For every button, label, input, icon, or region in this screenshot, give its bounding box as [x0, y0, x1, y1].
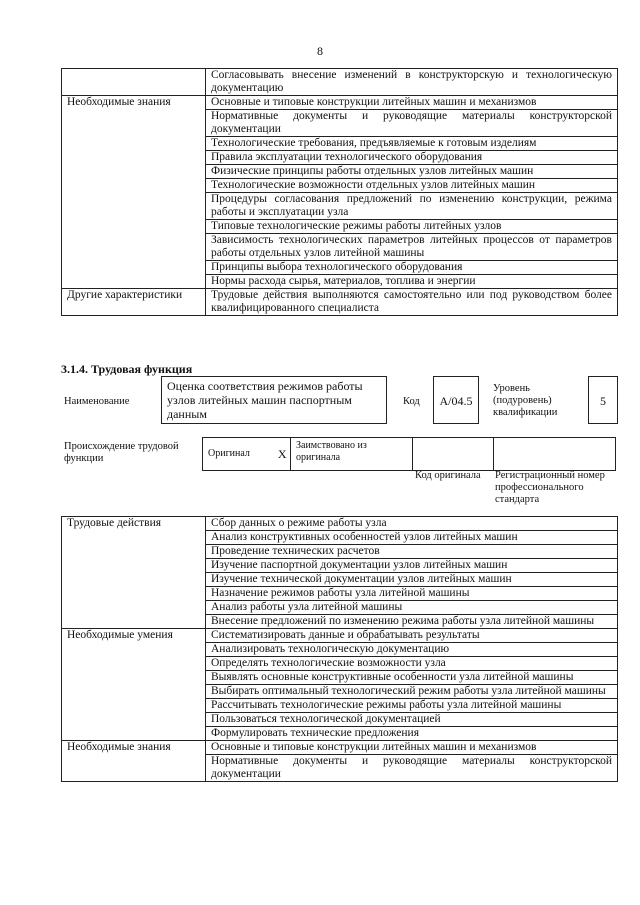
- requirement-item: Назначение режимов работы узла литейной машины: [206, 587, 618, 601]
- name-label: Наименование: [64, 396, 130, 407]
- requirement-item: Процедуры согласования предложений по изменению конструкции, режима работы и эксплуатации узла: [206, 193, 618, 220]
- requirement-item: Согласовывать внесение изменений в конструкторскую и технологическую документацию: [206, 69, 618, 96]
- code-label: Код: [403, 396, 420, 407]
- requirement-item: Основные и типовые конструкции литейных машин и механизмов: [206, 741, 618, 755]
- origin-table: [202, 437, 616, 471]
- function-name-box: Оценка соответствия режимов работы узлов литейных машин паспортным данным: [161, 376, 387, 424]
- origin-reg-cell: [494, 438, 616, 471]
- reg-number-label: Регистрационный номер профессионального стандарта: [495, 470, 605, 505]
- requirement-item: Пользоваться технологической документацией: [206, 713, 618, 727]
- requirement-item: Выявлять основные конструктивные особенности узла литейной машины: [206, 671, 618, 685]
- requirement-item: Нормативные документы и руководящие материалы конструкторской документации: [206, 110, 618, 137]
- table-row: [62, 289, 618, 316]
- section-label: [62, 69, 206, 96]
- table-row: [62, 517, 618, 531]
- level-value-box: 5: [588, 376, 618, 424]
- requirement-item: Сбор данных о режиме работы узла: [206, 517, 618, 531]
- requirement-item: Анализировать технологическую документацию: [206, 643, 618, 657]
- section-label: Трудовые действия: [62, 517, 206, 629]
- requirement-item: Проведение технических расчетов: [206, 545, 618, 559]
- origin-original-cell: Оригинал: [203, 438, 275, 471]
- section-label: Необходимые знания: [62, 741, 206, 782]
- section-label: Необходимые умения: [62, 629, 206, 741]
- requirement-item: Рассчитывать технологические режимы работы узла литейной машины: [206, 699, 618, 713]
- requirement-item: Нормы расхода сырья, материалов, топлива и энергии: [206, 275, 618, 289]
- requirement-item: Физические принципы работы отдельных узлов литейных машин: [206, 165, 618, 179]
- requirement-item: Правила эксплуатации технологического оборудования: [206, 151, 618, 165]
- top-requirements-table: [61, 68, 618, 316]
- requirement-item: Выбирать оптимальный технологический режим работы узла литейной машины: [206, 685, 618, 699]
- requirement-item: Систематизировать данные и обрабатывать результаты: [206, 629, 618, 643]
- origin-borrowed-cell: Заимствовано из оригинала: [291, 438, 413, 471]
- requirement-item: Типовые технологические режимы работы литейных узлов: [206, 220, 618, 234]
- section-label: Другие характеристики: [62, 289, 206, 316]
- table-row: [62, 629, 618, 643]
- section-heading: 3.1.4. Трудовая функция: [61, 362, 193, 376]
- requirement-item: Зависимость технологических параметров литейных процессов от параметров работы отдельных узлов литейной машины: [206, 234, 618, 261]
- level-label: Уровень (подуровень) квалификации: [493, 383, 558, 418]
- table-row: [62, 69, 618, 96]
- requirement-item: Основные и типовые конструкции литейных машин и механизмов: [206, 96, 618, 110]
- requirement-item: Технологические возможности отдельных узлов литейных машин: [206, 179, 618, 193]
- requirement-item: Анализ конструктивных особенностей узлов литейных машин: [206, 531, 618, 545]
- requirement-item: Формулировать технические предложения: [206, 727, 618, 741]
- requirement-item: Нормативные документы и руководящие материалы конструкторской документации: [206, 755, 618, 782]
- origin-label: Происхождение трудовой функции: [64, 441, 179, 464]
- page-number: 8: [317, 44, 323, 58]
- section-label: Необходимые знания: [62, 96, 206, 289]
- code-original-label: Код оригинала: [415, 470, 481, 481]
- bottom-requirements-table: [61, 516, 618, 782]
- code-value-box: A/04.5: [433, 376, 479, 424]
- table-row: [62, 96, 618, 110]
- origin-mark-cell: X: [275, 438, 291, 471]
- requirement-item: Принципы выбора технологического оборудования: [206, 261, 618, 275]
- requirement-item: Анализ работы узла литейной машины: [206, 601, 618, 615]
- requirement-item: Изучение паспортной документации узлов литейных машин: [206, 559, 618, 573]
- requirement-item: Трудовые действия выполняются самостоятельно или под руководством более квалифицированного специалиста: [206, 289, 618, 316]
- table-row: [62, 741, 618, 755]
- requirement-item: Определять технологические возможности узла: [206, 657, 618, 671]
- requirement-item: Технологические требования, предъявляемые к готовым изделиям: [206, 137, 618, 151]
- origin-code-cell: [413, 438, 494, 471]
- requirement-item: Внесение предложений по изменению режима работы узла литейной машины: [206, 615, 618, 629]
- requirement-item: Изучение технической документации узлов литейных машин: [206, 573, 618, 587]
